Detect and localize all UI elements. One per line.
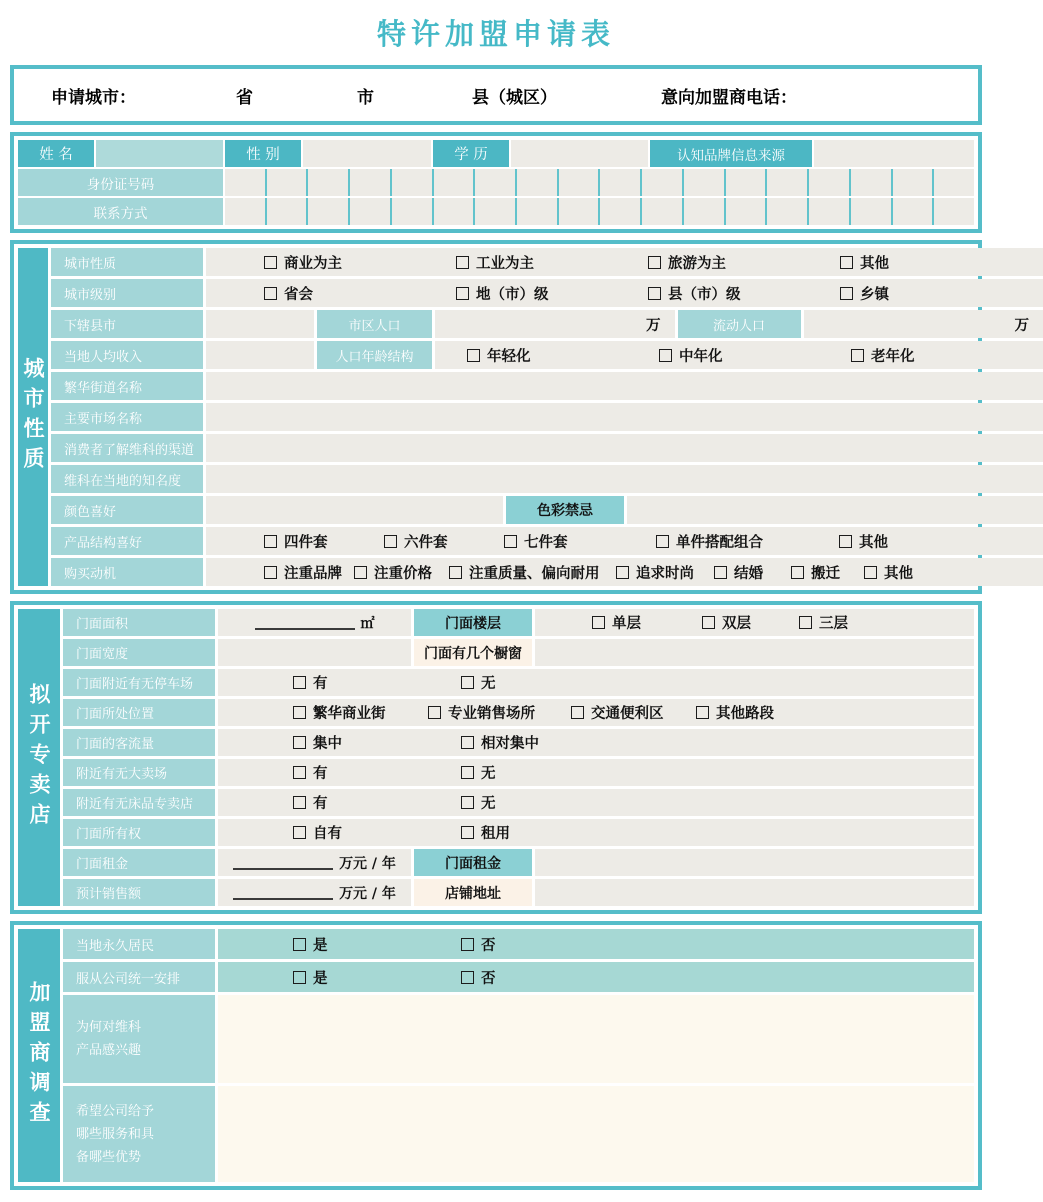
rent-sub-label: 门面租金 — [414, 849, 532, 876]
rent-input-cell[interactable] — [218, 849, 411, 876]
row-label: 希望公司给予 哪些服务和具 备哪些优势 — [63, 1086, 215, 1182]
checkbox-option[interactable]: 无 — [461, 792, 629, 813]
city-level-row — [51, 279, 1043, 307]
checkbox-option[interactable]: 工业为主 — [456, 252, 648, 273]
digit-cell[interactable] — [265, 169, 307, 196]
checkbox-option[interactable]: 旅游为主 — [648, 252, 840, 273]
sales-input-cell[interactable] — [218, 879, 411, 906]
digit-cell[interactable] — [225, 198, 265, 225]
checkbox-option[interactable]: 三层 — [799, 612, 848, 633]
wan-unit: 万 — [1014, 317, 1029, 334]
write-line[interactable] — [233, 886, 333, 900]
checkbox-option[interactable]: 相对集中 — [461, 732, 629, 753]
checkbox-icon[interactable] — [840, 287, 853, 300]
checkbox-option[interactable]: 单件搭配组合 — [656, 531, 839, 552]
checkbox-option[interactable]: 搬迁 — [791, 562, 864, 583]
obey-arrangement-row — [63, 962, 974, 992]
digit-cell[interactable] — [225, 169, 265, 196]
busy-street-input-cell[interactable] — [206, 372, 1043, 400]
obey-arrangement-options — [218, 962, 974, 992]
checkbox-option[interactable]: 其他 — [840, 252, 1032, 273]
bedding-store-options — [218, 789, 974, 816]
age-structure-options — [435, 341, 1043, 369]
floating-population-label: 流动人口 — [678, 310, 801, 338]
checkbox-icon[interactable] — [456, 256, 469, 269]
franchisee-survey-section — [10, 921, 982, 1190]
checkbox-option[interactable]: 无 — [461, 672, 629, 693]
hypermarket-row — [63, 759, 974, 786]
store-section-side-bar — [18, 609, 60, 906]
checkbox-option[interactable]: 有 — [293, 792, 461, 813]
checkbox-option[interactable]: 繁华商业街 — [293, 702, 428, 723]
checkbox-option[interactable]: 老年化 — [851, 345, 1043, 366]
digit-cell[interactable] — [724, 198, 766, 225]
sqm-unit: ㎡ — [360, 615, 375, 632]
city-section-side-bar — [18, 248, 48, 586]
store-floors-options — [535, 609, 974, 636]
checkbox-option[interactable]: 其他 — [864, 562, 913, 583]
digit-cell[interactable] — [473, 169, 515, 196]
id-number-digit-grid — [225, 169, 974, 196]
store-floors-label: 门面楼层 — [414, 609, 532, 636]
row-label: 门面所有权 — [63, 819, 215, 846]
checkbox-icon[interactable] — [467, 349, 480, 362]
digit-cell[interactable] — [724, 169, 766, 196]
city-nature-section — [10, 240, 1029, 594]
digit-cell[interactable] — [682, 198, 724, 225]
personal-row-id — [18, 169, 974, 196]
product-structure-options — [206, 527, 1043, 555]
header-row — [18, 73, 974, 117]
id-number-label: 身份证号码 — [18, 169, 223, 196]
checkbox-icon[interactable] — [293, 766, 306, 779]
proposed-store-section — [10, 601, 982, 914]
checkbox-option[interactable]: 有 — [293, 672, 461, 693]
digit-cell[interactable] — [932, 198, 974, 225]
checkbox-icon[interactable] — [354, 566, 367, 579]
window-count-input-cell[interactable] — [535, 639, 974, 666]
checkbox-icon[interactable] — [656, 535, 669, 548]
counties-population-row — [51, 310, 1043, 338]
city-nature-options — [206, 248, 1043, 276]
checkbox-option[interactable]: 无 — [461, 762, 629, 783]
checkbox-icon[interactable] — [659, 349, 672, 362]
checkbox-icon[interactable] — [592, 616, 605, 629]
permanent-resident-options — [218, 929, 974, 959]
county-label: 县（城区） — [472, 87, 557, 108]
store-area-input-cell[interactable] — [218, 609, 411, 636]
store-width-row — [63, 639, 974, 666]
checkbox-icon[interactable] — [504, 535, 517, 548]
row-label: 城市级别 — [51, 279, 203, 307]
personal-row-contact — [18, 198, 974, 225]
parking-options — [218, 669, 974, 696]
city-label: 市 — [357, 87, 374, 108]
digit-cell[interactable] — [849, 169, 891, 196]
brand-source-input-cell[interactable] — [814, 140, 974, 167]
row-label: 门面租金 — [63, 849, 215, 876]
checkbox-option[interactable]: 注重质量、偏向耐用 — [449, 562, 616, 583]
city-section-side-label: 城市性质 — [21, 357, 45, 477]
checkbox-icon[interactable] — [449, 566, 462, 579]
checkbox-option[interactable]: 七件套 — [504, 531, 656, 552]
permanent-resident-row — [63, 929, 974, 959]
checkbox-option[interactable]: 专业销售场所 — [428, 702, 571, 723]
digit-cell[interactable] — [348, 169, 390, 196]
city-nature-row — [51, 248, 1043, 276]
checkbox-icon[interactable] — [293, 706, 306, 719]
row-label: 购买动机 — [51, 558, 203, 586]
store-location-options — [218, 699, 974, 726]
store-address-input-cell[interactable] — [535, 879, 974, 906]
digit-cell[interactable] — [306, 198, 348, 225]
checkbox-icon[interactable] — [702, 616, 715, 629]
checkbox-icon[interactable] — [616, 566, 629, 579]
ownership-options — [218, 819, 974, 846]
checkbox-icon[interactable] — [648, 287, 661, 300]
checkbox-icon[interactable] — [840, 256, 853, 269]
color-preference-input-cell[interactable] — [206, 496, 503, 524]
row-label: 消费者了解维科的渠道 — [51, 434, 203, 462]
store-location-row — [63, 699, 974, 726]
digit-cell[interactable] — [432, 198, 474, 225]
row-label: 门面附近有无停车场 — [63, 669, 215, 696]
digit-cell[interactable] — [598, 198, 640, 225]
digit-cell[interactable] — [306, 169, 348, 196]
digit-cell[interactable] — [557, 198, 599, 225]
write-line[interactable] — [255, 616, 355, 630]
digit-cell[interactable] — [891, 169, 933, 196]
store-section-side-label: 拟开专卖店 — [27, 682, 51, 833]
digit-cell[interactable] — [265, 198, 307, 225]
checkbox-icon[interactable] — [864, 566, 877, 579]
checkbox-icon[interactable] — [461, 826, 474, 839]
checkbox-icon[interactable] — [264, 535, 277, 548]
checkbox-option[interactable]: 否 — [461, 934, 629, 955]
interest-reason-row — [63, 995, 974, 1083]
wan-unit: 万 — [646, 317, 661, 334]
age-structure-label: 人口年龄结构 — [317, 341, 432, 369]
row-label: 附近有无大卖场 — [63, 759, 215, 786]
foot-traffic-row — [63, 729, 974, 756]
store-width-input-cell[interactable] — [218, 639, 411, 666]
checkbox-icon[interactable] — [791, 566, 804, 579]
color-taboo-label: 色彩禁忌 — [506, 496, 624, 524]
row-label: 门面宽度 — [63, 639, 215, 666]
row-label: 预计销售额 — [63, 879, 215, 906]
row-label: 门面所处位置 — [63, 699, 215, 726]
checkbox-option[interactable]: 其他 — [839, 531, 888, 552]
checkbox-option[interactable]: 否 — [461, 967, 629, 988]
hypermarket-options — [218, 759, 974, 786]
row-label: 维科在当地的知名度 — [51, 465, 203, 493]
checkbox-icon[interactable] — [293, 796, 306, 809]
checkbox-icon[interactable] — [456, 287, 469, 300]
floating-population-input-cell[interactable] — [804, 310, 1043, 338]
digit-cell[interactable] — [640, 169, 682, 196]
checkbox-option[interactable]: 双层 — [702, 612, 799, 633]
checkbox-icon[interactable] — [293, 938, 306, 951]
row-label: 门面面积 — [63, 609, 215, 636]
consumer-channel-input-cell[interactable] — [206, 434, 1043, 462]
brand-source-label: 认知品牌信息来源 — [650, 140, 812, 167]
checkbox-option[interactable]: 六件套 — [384, 531, 504, 552]
digit-cell[interactable] — [807, 169, 849, 196]
checkbox-option[interactable]: 交通便利区 — [571, 702, 696, 723]
checkbox-icon[interactable] — [264, 256, 277, 269]
parking-row — [63, 669, 974, 696]
checkbox-option[interactable]: 有 — [293, 762, 461, 783]
expected-support-row — [63, 1086, 974, 1182]
checkbox-icon[interactable] — [461, 736, 474, 749]
checkbox-option[interactable]: 注重价格 — [354, 562, 449, 583]
survey-section-side-label: 加盟商调查 — [27, 980, 51, 1131]
checkbox-icon[interactable] — [461, 796, 474, 809]
wan-per-year-unit: 万元 / 年 — [339, 885, 396, 902]
digit-cell[interactable] — [598, 169, 640, 196]
digit-cell[interactable] — [807, 198, 849, 225]
color-taboo-input-cell[interactable] — [627, 496, 1043, 524]
checkbox-option[interactable]: 单层 — [592, 612, 702, 633]
digit-cell[interactable] — [515, 169, 557, 196]
checkbox-option[interactable]: 追求时尚 — [616, 562, 714, 583]
apply-city-label: 申请城市： — [51, 87, 136, 108]
checkbox-icon[interactable] — [293, 736, 306, 749]
checkbox-option[interactable]: 商业为主 — [264, 252, 456, 273]
wan-per-year-unit: 万元 / 年 — [339, 855, 396, 872]
digit-cell[interactable] — [849, 198, 891, 225]
row-label: 门面的客流量 — [63, 729, 215, 756]
gender-label: 性 别 — [225, 140, 301, 167]
row-label: 产品结构喜好 — [51, 527, 203, 555]
checkbox-option[interactable]: 注重品牌 — [264, 562, 354, 583]
purchase-motive-row — [51, 558, 1043, 586]
digit-cell[interactable] — [557, 169, 599, 196]
city-level-options — [206, 279, 1043, 307]
purchase-motive-options — [206, 558, 1043, 586]
consumer-channel-row — [51, 434, 1043, 462]
checkbox-option[interactable]: 省会 — [264, 283, 456, 304]
checkbox-option[interactable]: 是 — [293, 934, 461, 955]
color-preference-row — [51, 496, 1043, 524]
bedding-store-row — [63, 789, 974, 816]
digit-cell[interactable] — [891, 198, 933, 225]
checkbox-option[interactable]: 四件套 — [264, 531, 384, 552]
checkbox-option[interactable]: 其他路段 — [696, 702, 774, 723]
write-line[interactable] — [233, 856, 333, 870]
checkbox-option[interactable]: 县（市）级 — [648, 283, 840, 304]
header-section — [10, 65, 982, 125]
digit-cell[interactable] — [515, 198, 557, 225]
income-age-row — [51, 341, 1043, 369]
busy-street-row — [51, 372, 1043, 400]
personal-row-1 — [18, 140, 974, 167]
checkbox-icon[interactable] — [264, 287, 277, 300]
window-count-label: 门面有几个橱窗 — [414, 639, 532, 666]
checkbox-icon[interactable] — [571, 706, 584, 719]
page-title: 特许加盟申请表 — [376, 17, 615, 51]
checkbox-icon[interactable] — [461, 971, 474, 984]
checkbox-icon[interactable] — [293, 971, 306, 984]
checkbox-option[interactable]: 结婚 — [714, 562, 791, 583]
urban-population-label: 市区人口 — [317, 310, 432, 338]
checkbox-option[interactable]: 地（市）级 — [456, 283, 648, 304]
row-label: 下辖县市 — [51, 310, 203, 338]
checkbox-icon[interactable] — [293, 676, 306, 689]
row-label: 当地永久居民 — [63, 929, 215, 959]
education-label: 学 历 — [433, 140, 509, 167]
sales-forecast-row — [63, 879, 974, 906]
checkbox-icon[interactable] — [264, 566, 277, 579]
checkbox-icon[interactable] — [428, 706, 441, 719]
rent-row — [63, 849, 974, 876]
digit-cell[interactable] — [640, 198, 682, 225]
store-address-label: 店铺地址 — [414, 879, 532, 906]
contact-label: 联系方式 — [18, 198, 223, 225]
digit-cell[interactable] — [390, 169, 432, 196]
row-label: 附近有无床品专卖店 — [63, 789, 215, 816]
digit-cell[interactable] — [765, 198, 807, 225]
education-input-cell[interactable] — [511, 140, 648, 167]
name-label: 姓 名 — [18, 140, 94, 167]
checkbox-icon[interactable] — [714, 566, 727, 579]
checkbox-icon[interactable] — [648, 256, 661, 269]
gender-input-cell[interactable] — [303, 140, 431, 167]
rent-sub-input-cell[interactable] — [535, 849, 974, 876]
income-input-cell[interactable] — [206, 341, 314, 369]
checkbox-icon[interactable] — [461, 938, 474, 951]
digit-cell[interactable] — [765, 169, 807, 196]
digit-cell[interactable] — [432, 169, 474, 196]
main-market-row — [51, 403, 1043, 431]
urban-population-input-cell[interactable] — [435, 310, 675, 338]
checkbox-icon[interactable] — [461, 766, 474, 779]
checkbox-icon[interactable] — [293, 826, 306, 839]
contact-digit-grid — [225, 198, 974, 225]
checkbox-option[interactable]: 租用 — [461, 822, 629, 843]
row-label: 颜色喜好 — [51, 496, 203, 524]
brand-awareness-row — [51, 465, 1043, 493]
name-input-cell[interactable] — [96, 140, 223, 167]
digit-cell[interactable] — [932, 169, 974, 196]
checkbox-option[interactable]: 中年化 — [659, 345, 851, 366]
survey-section-side-bar — [18, 929, 60, 1182]
row-label: 当地人均收入 — [51, 341, 203, 369]
checkbox-option[interactable]: 乡镇 — [840, 283, 1032, 304]
row-label: 主要市场名称 — [51, 403, 203, 431]
checkbox-option[interactable]: 自有 — [293, 822, 461, 843]
digit-cell[interactable] — [682, 169, 724, 196]
checkbox-icon[interactable] — [696, 706, 709, 719]
interest-reason-input-area[interactable] — [218, 995, 974, 1083]
checkbox-icon[interactable] — [384, 535, 397, 548]
counties-input-cell[interactable] — [206, 310, 314, 338]
product-structure-row — [51, 527, 1043, 555]
main-market-input-cell[interactable] — [206, 403, 1043, 431]
phone-label: 意向加盟商电话： — [661, 87, 797, 108]
personal-info-section — [10, 132, 982, 233]
row-label: 为何对维科 产品感兴趣 — [63, 995, 215, 1083]
checkbox-option[interactable]: 是 — [293, 967, 461, 988]
checkbox-icon[interactable] — [851, 349, 864, 362]
digit-cell[interactable] — [473, 198, 515, 225]
row-label: 服从公司统一安排 — [63, 962, 215, 992]
foot-traffic-options — [218, 729, 974, 756]
checkbox-option[interactable]: 年轻化 — [467, 345, 659, 366]
brand-awareness-input-cell[interactable] — [206, 465, 1043, 493]
ownership-row — [63, 819, 974, 846]
checkbox-option[interactable]: 集中 — [293, 732, 461, 753]
province-label: 省 — [236, 87, 253, 108]
store-area-row — [63, 609, 974, 636]
row-label: 城市性质 — [51, 248, 203, 276]
checkbox-icon[interactable] — [839, 535, 852, 548]
expected-support-input-area[interactable] — [218, 1086, 974, 1182]
checkbox-icon[interactable] — [799, 616, 812, 629]
checkbox-icon[interactable] — [461, 676, 474, 689]
digit-cell[interactable] — [390, 198, 432, 225]
row-label: 繁华街道名称 — [51, 372, 203, 400]
digit-cell[interactable] — [348, 198, 390, 225]
